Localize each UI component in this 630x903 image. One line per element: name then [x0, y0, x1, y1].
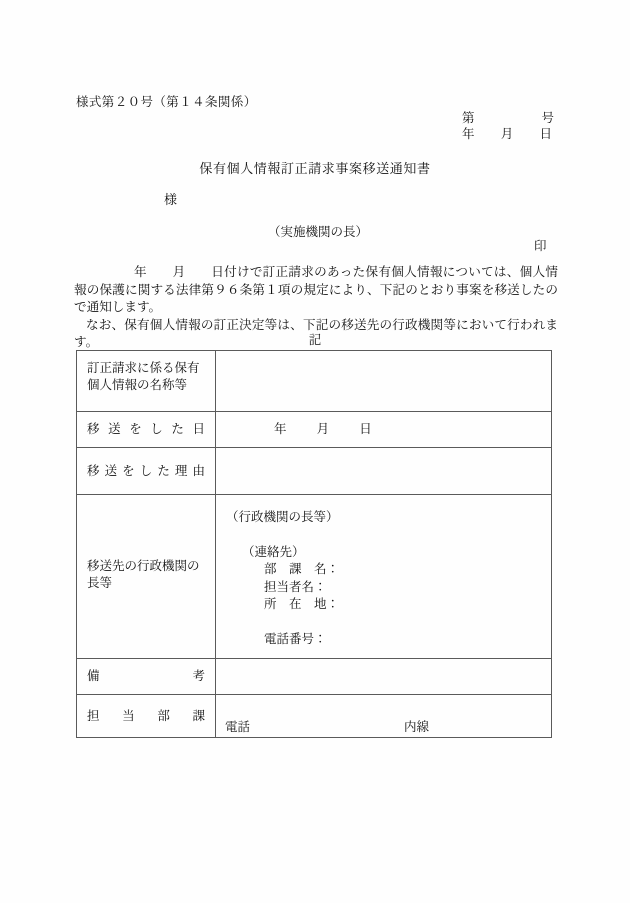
label-char: 当 — [122, 709, 135, 723]
label-char: 考 — [192, 669, 205, 683]
label-char: た — [157, 464, 170, 478]
label-cell-responsible-division — [77, 695, 216, 738]
label-char: し — [150, 422, 163, 436]
label-char: 移 — [87, 464, 100, 478]
label-char: 担 — [87, 709, 100, 723]
issuer-label: （実施機関の長） — [268, 225, 369, 239]
table-row-information-name — [77, 351, 552, 412]
label-char: し — [139, 464, 153, 478]
destination-field-person: 担当者名： — [264, 579, 327, 594]
table-row-transfer-date — [77, 412, 552, 448]
input-remarks[interactable] — [216, 659, 551, 694]
document-number-block — [462, 110, 554, 142]
label-cell-transfer-date — [77, 412, 216, 448]
label-cell-information-name — [77, 351, 216, 412]
notification-form-table — [76, 350, 552, 738]
document-date-month: 月 — [500, 127, 514, 141]
label-destination-agency: 移送先の行政機関の長等 — [87, 559, 200, 590]
label-char: を — [122, 464, 135, 478]
label-char: 日 — [192, 422, 205, 436]
seal-mark: 印 — [534, 239, 547, 253]
label-char: 備 — [87, 669, 100, 683]
value-cell-destination-agency[interactable] — [216, 495, 552, 659]
transfer-date-month: 月 — [316, 422, 330, 436]
label-remarks — [77, 659, 215, 693]
document-date-line — [462, 126, 554, 142]
table-row-transfer-reason — [77, 448, 552, 495]
page-title: 保有個人情報訂正請求事案移送通知書 — [199, 161, 431, 176]
input-information-name[interactable] — [216, 351, 551, 386]
value-cell-remarks[interactable] — [216, 659, 552, 695]
input-destination-agency[interactable] — [216, 495, 551, 658]
label-char: 送 — [108, 422, 121, 436]
form-number-label: 様式第２０号（第１４条関係） — [76, 95, 257, 109]
document-number-suffix: 号 — [541, 111, 554, 125]
label-cell-transfer-reason — [77, 448, 216, 495]
transfer-date-year: 年 — [274, 422, 288, 436]
destination-field-phone: 電話番号： — [264, 631, 327, 646]
destination-field-department: 部 課 名： — [264, 562, 340, 576]
table-row-responsible-division — [77, 695, 552, 738]
table-row-destination-agency — [77, 495, 552, 659]
document-number-line — [462, 110, 554, 126]
label-char: 部 — [157, 709, 170, 723]
label-char: 理 — [174, 464, 188, 478]
body-paragraph-2: なお、保有個人情報の訂正決定等は、下記の移送先の行政機関等において行われます。 — [74, 317, 559, 349]
value-cell-transfer-reason[interactable] — [216, 448, 552, 495]
label-responsible-division — [77, 695, 215, 737]
label-char: 由 — [192, 464, 205, 478]
destination-field-address: 所 在 地： — [264, 597, 340, 611]
body-paragraph-1: 年 月 日付けで訂正請求のあった保有個人情報については、個人情報の保護に関する法律第９６条第１項の規定により、下記のとおり事案を移送したので通知します。 — [74, 265, 558, 314]
input-responsible-division[interactable] — [216, 695, 551, 737]
label-char: 送 — [104, 464, 118, 478]
label-char: 移 — [87, 422, 100, 436]
input-transfer-reason[interactable] — [216, 448, 551, 483]
label-transfer-date — [77, 412, 215, 446]
value-cell-information-name[interactable] — [216, 351, 552, 412]
destination-contact-head: （連絡先） — [242, 544, 305, 559]
input-transfer-date[interactable] — [216, 412, 551, 447]
destination-agency-head: （行政機関の長等） — [226, 510, 339, 524]
transfer-date-day: 日 — [359, 422, 373, 436]
value-cell-responsible-division[interactable] — [216, 695, 552, 738]
label-char: 課 — [192, 709, 205, 723]
addressee-suffix: 様 — [164, 192, 178, 207]
ki-marker: 記 — [308, 333, 322, 347]
destination-field-spacer — [226, 614, 541, 631]
label-char: た — [171, 422, 184, 436]
label-char: を — [129, 422, 142, 436]
document-date-day: 日 — [539, 127, 552, 141]
document-number-prefix: 第 — [462, 111, 475, 125]
value-cell-transfer-date[interactable] — [216, 412, 552, 448]
label-information-name: 訂正請求に係る保有個人情報の名称等 — [87, 361, 200, 392]
responsible-division-tel-label: 電話 — [225, 720, 251, 734]
document-date-year: 年 — [462, 127, 475, 141]
label-transfer-reason — [77, 448, 215, 494]
label-cell-remarks — [77, 659, 216, 695]
table-row-remarks — [77, 659, 552, 695]
label-cell-destination-agency — [77, 495, 216, 659]
responsible-division-extension-label: 内線 — [404, 720, 430, 734]
